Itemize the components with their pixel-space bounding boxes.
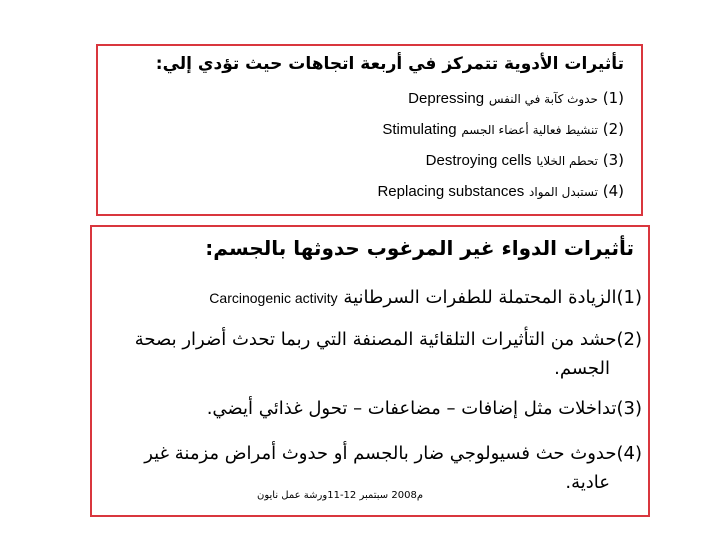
item-arabic: تنشيط فعالية أعضاء الجسم <box>461 123 598 137</box>
item-english: Destroying cells <box>425 152 532 169</box>
item-english: Replacing substances <box>377 183 525 200</box>
item-number: (3) <box>616 398 642 419</box>
item-arabic: تداخلات مثل إضافات – مضاعفات – تحول غذائي أيضي. <box>206 398 617 419</box>
item-number: (1) <box>616 287 642 308</box>
item-english: Carcinogenic activity <box>209 290 338 306</box>
item-arabic: الزيادة المحتملة للطفرات السرطانية <box>343 287 617 308</box>
item-english: Depressing <box>408 90 485 107</box>
item-number: (1) <box>602 89 624 107</box>
box1-item-2 <box>382 120 624 138</box>
item-arabic: تحطم الخلايا <box>536 154 598 168</box>
item-number: (4) <box>602 182 624 200</box>
box2-title: تأثيرات الدواء غير المرغوب حدوثها بالجسم: <box>205 236 634 260</box>
item-number: (2) <box>616 329 642 350</box>
footer-note: م2008 سبتمبر 12-11ورشة عمل نايون <box>257 490 424 501</box>
box1-item-1 <box>408 89 624 107</box>
box2-item-1 <box>209 287 642 308</box>
item-english: Stimulating <box>382 121 457 138</box>
item-arabic: حدوث حث فسيولوجي ضار بالجسم أو حدوث أمراض مزمنة غير <box>144 443 617 464</box>
box2-item-4-continued: عادية. <box>565 472 610 493</box>
box2-item-3 <box>207 398 642 419</box>
item-number: (2) <box>602 120 624 138</box>
box2-item-2-continued: الجسم. <box>554 358 610 379</box>
box1-item-3 <box>426 151 624 169</box>
box1-item-4 <box>377 182 624 200</box>
item-arabic: حشد من التأثيرات التلقائية المصنفة التي ربما تحدث أضرار بصحة <box>134 329 617 350</box>
box2-item-4 <box>144 443 642 464</box>
item-arabic: حدوث كآبة في النفس <box>488 92 598 106</box>
box2-item-2 <box>135 329 642 350</box>
item-number: (4) <box>616 443 642 464</box>
item-arabic: تستبدل المواد <box>529 185 598 199</box>
box1-title: تأثيرات الأدوية تتمركز في أربعة اتجاهات حيث تؤدي إلي: <box>155 54 624 74</box>
item-number: (3) <box>602 151 624 169</box>
